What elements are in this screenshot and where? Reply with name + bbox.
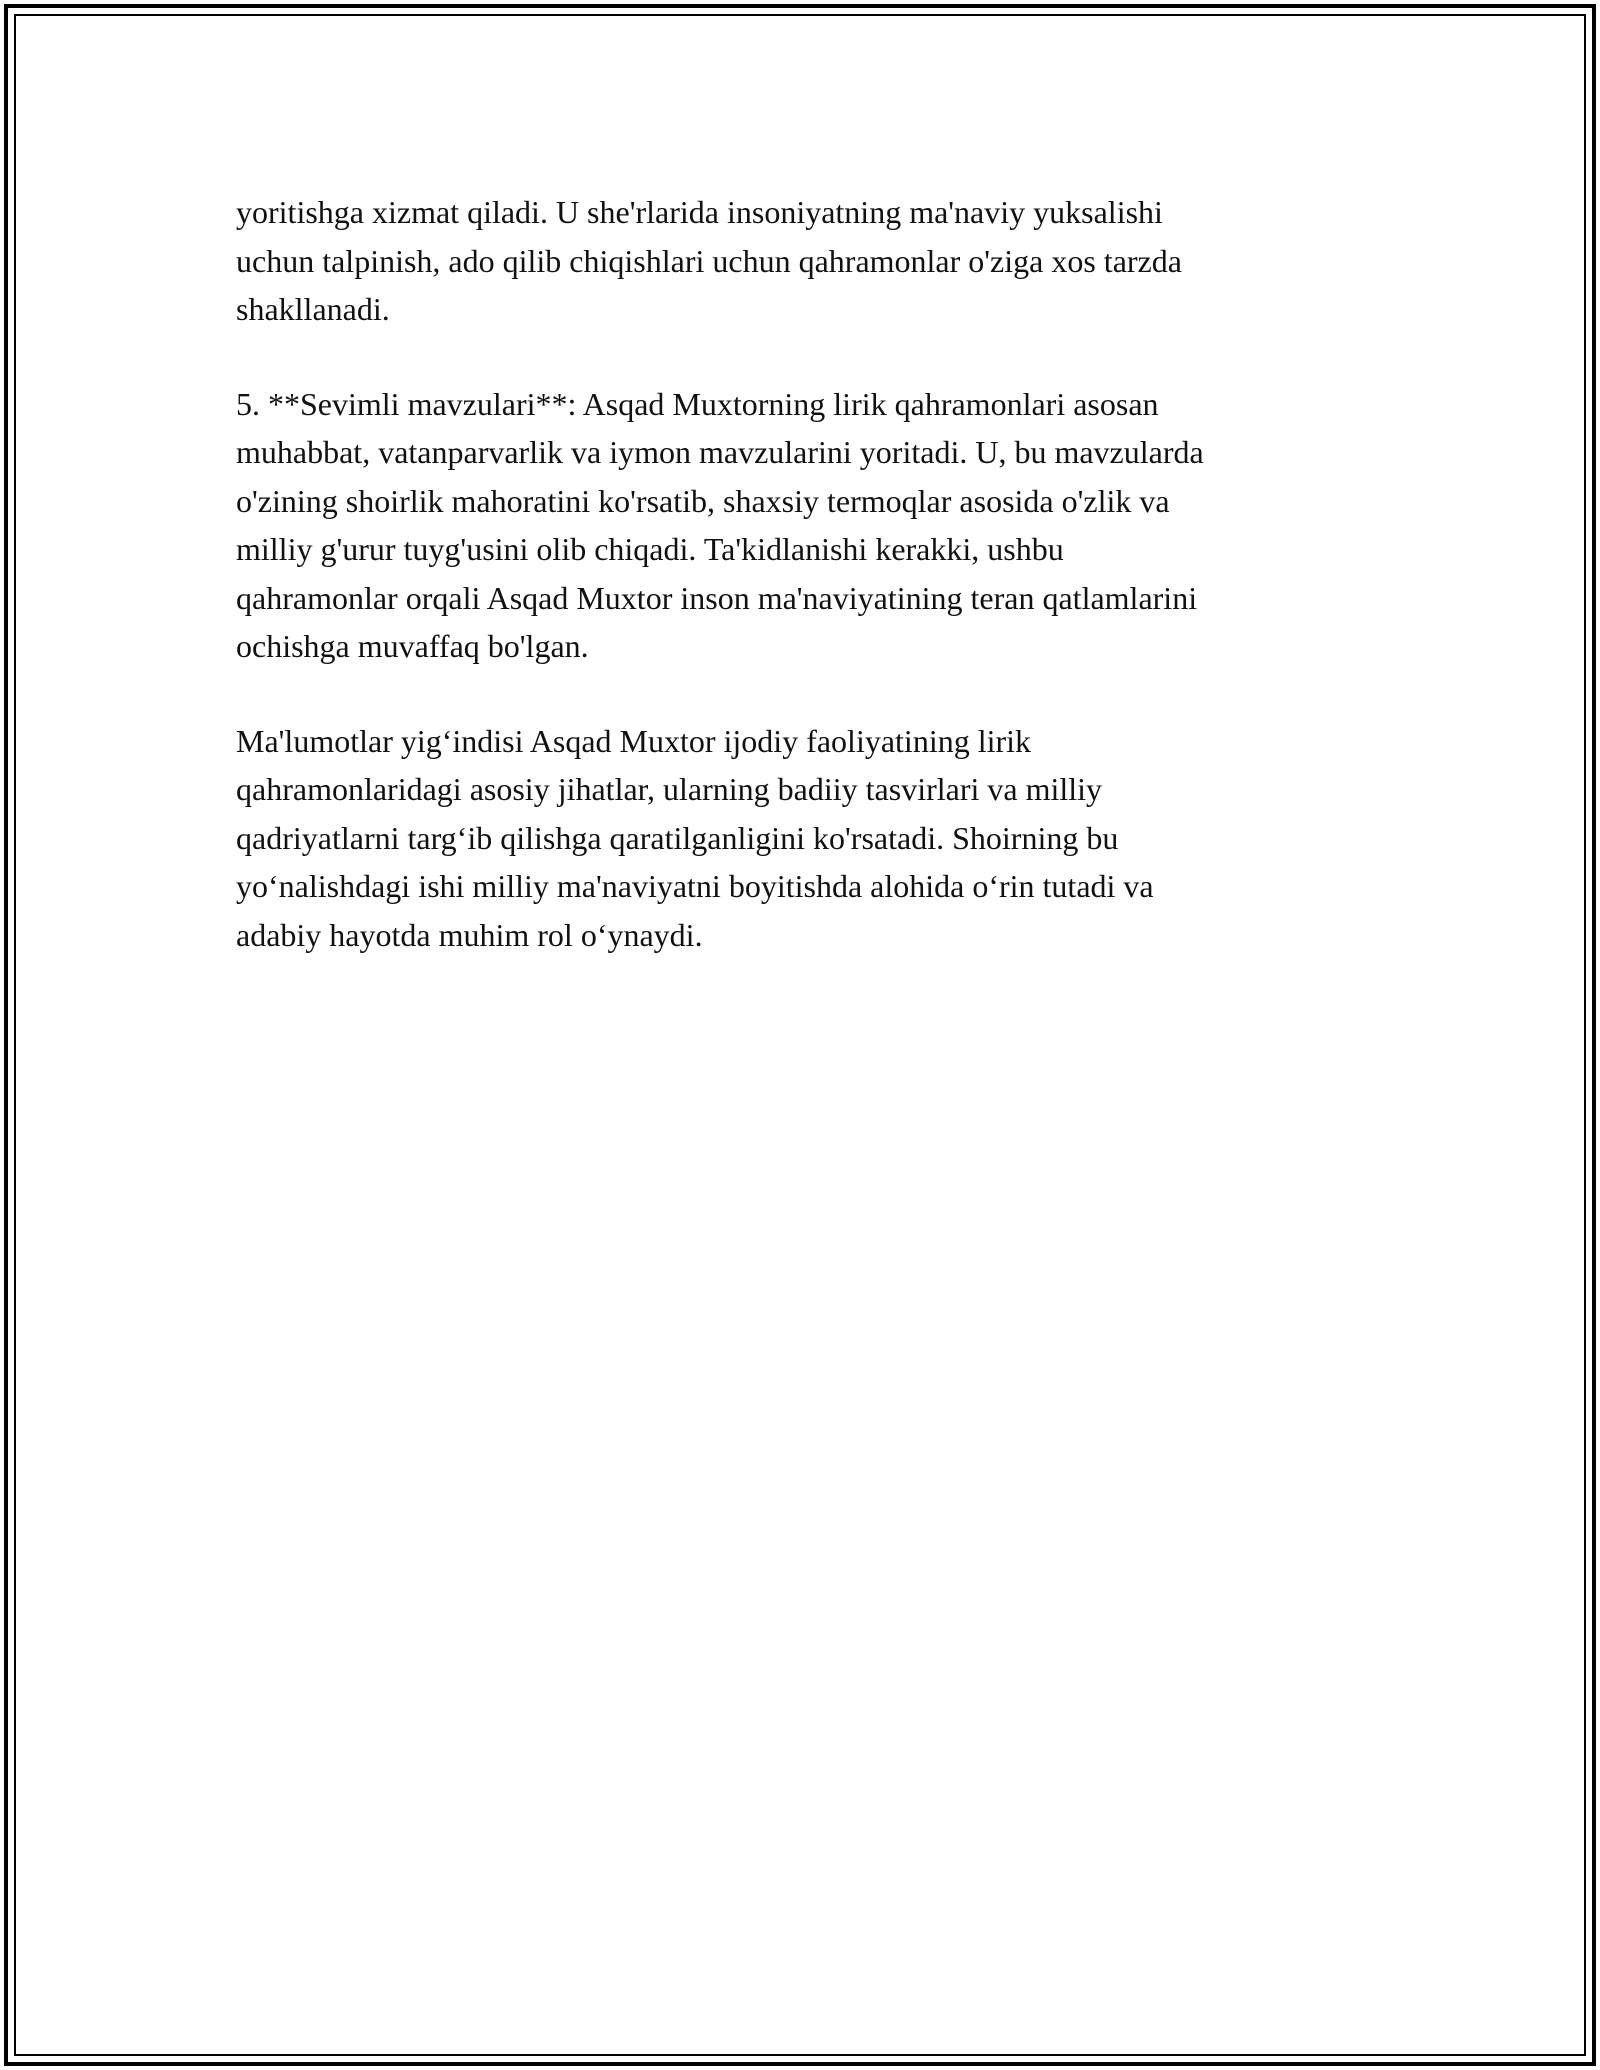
paragraph-continuation: yoritishga xizmat qiladi. U she'rlarida insoniyatning ma'naviy yuksalishi uchun talpinish, ado qilib chiqishlari uchun qahramonlar o'ziga xos tarzda shakllanadi. <box>236 194 1182 327</box>
paragraph-favorite-themes: 5. **Sevimli mavzulari**: Asqad Muxtorning lirik qahramonlari asosan muhabbat, vatanparvarlik va iymon mavzularini yoritadi. U, bu mavzularda o'zining shoirlik mahoratini ko'rsatib, shaxsiy termoqlar asosida o'zlik va milliy g'urur tuyg'usini olib chiqadi. Ta'kidlanishi kerakki, ushbu qahramonlar orqali Asqad Muxtor inson ma'naviyatining teran qatlamlarini ochishga muvaffaq bo'lgan. <box>236 385 1204 664</box>
paragraph-summary: Ma'lumotlar yig‘indisi Asqad Muxtor ijodiy faoliyatining lirik qahramonlaridagi asosiy jihatlar, ularning badiiy tasvirlari va milliy qadriyatlarni targ‘ib qilishga qaratilganligini ko'rsatadi. Shoirning bu yo‘nalishdagi ishi milliy ma'naviyatni boyitishda alohida o‘rin tutadi va adabiy hayotda muhim rol o‘ynaydi. <box>236 722 1154 953</box>
document-body <box>236 188 1366 1005</box>
